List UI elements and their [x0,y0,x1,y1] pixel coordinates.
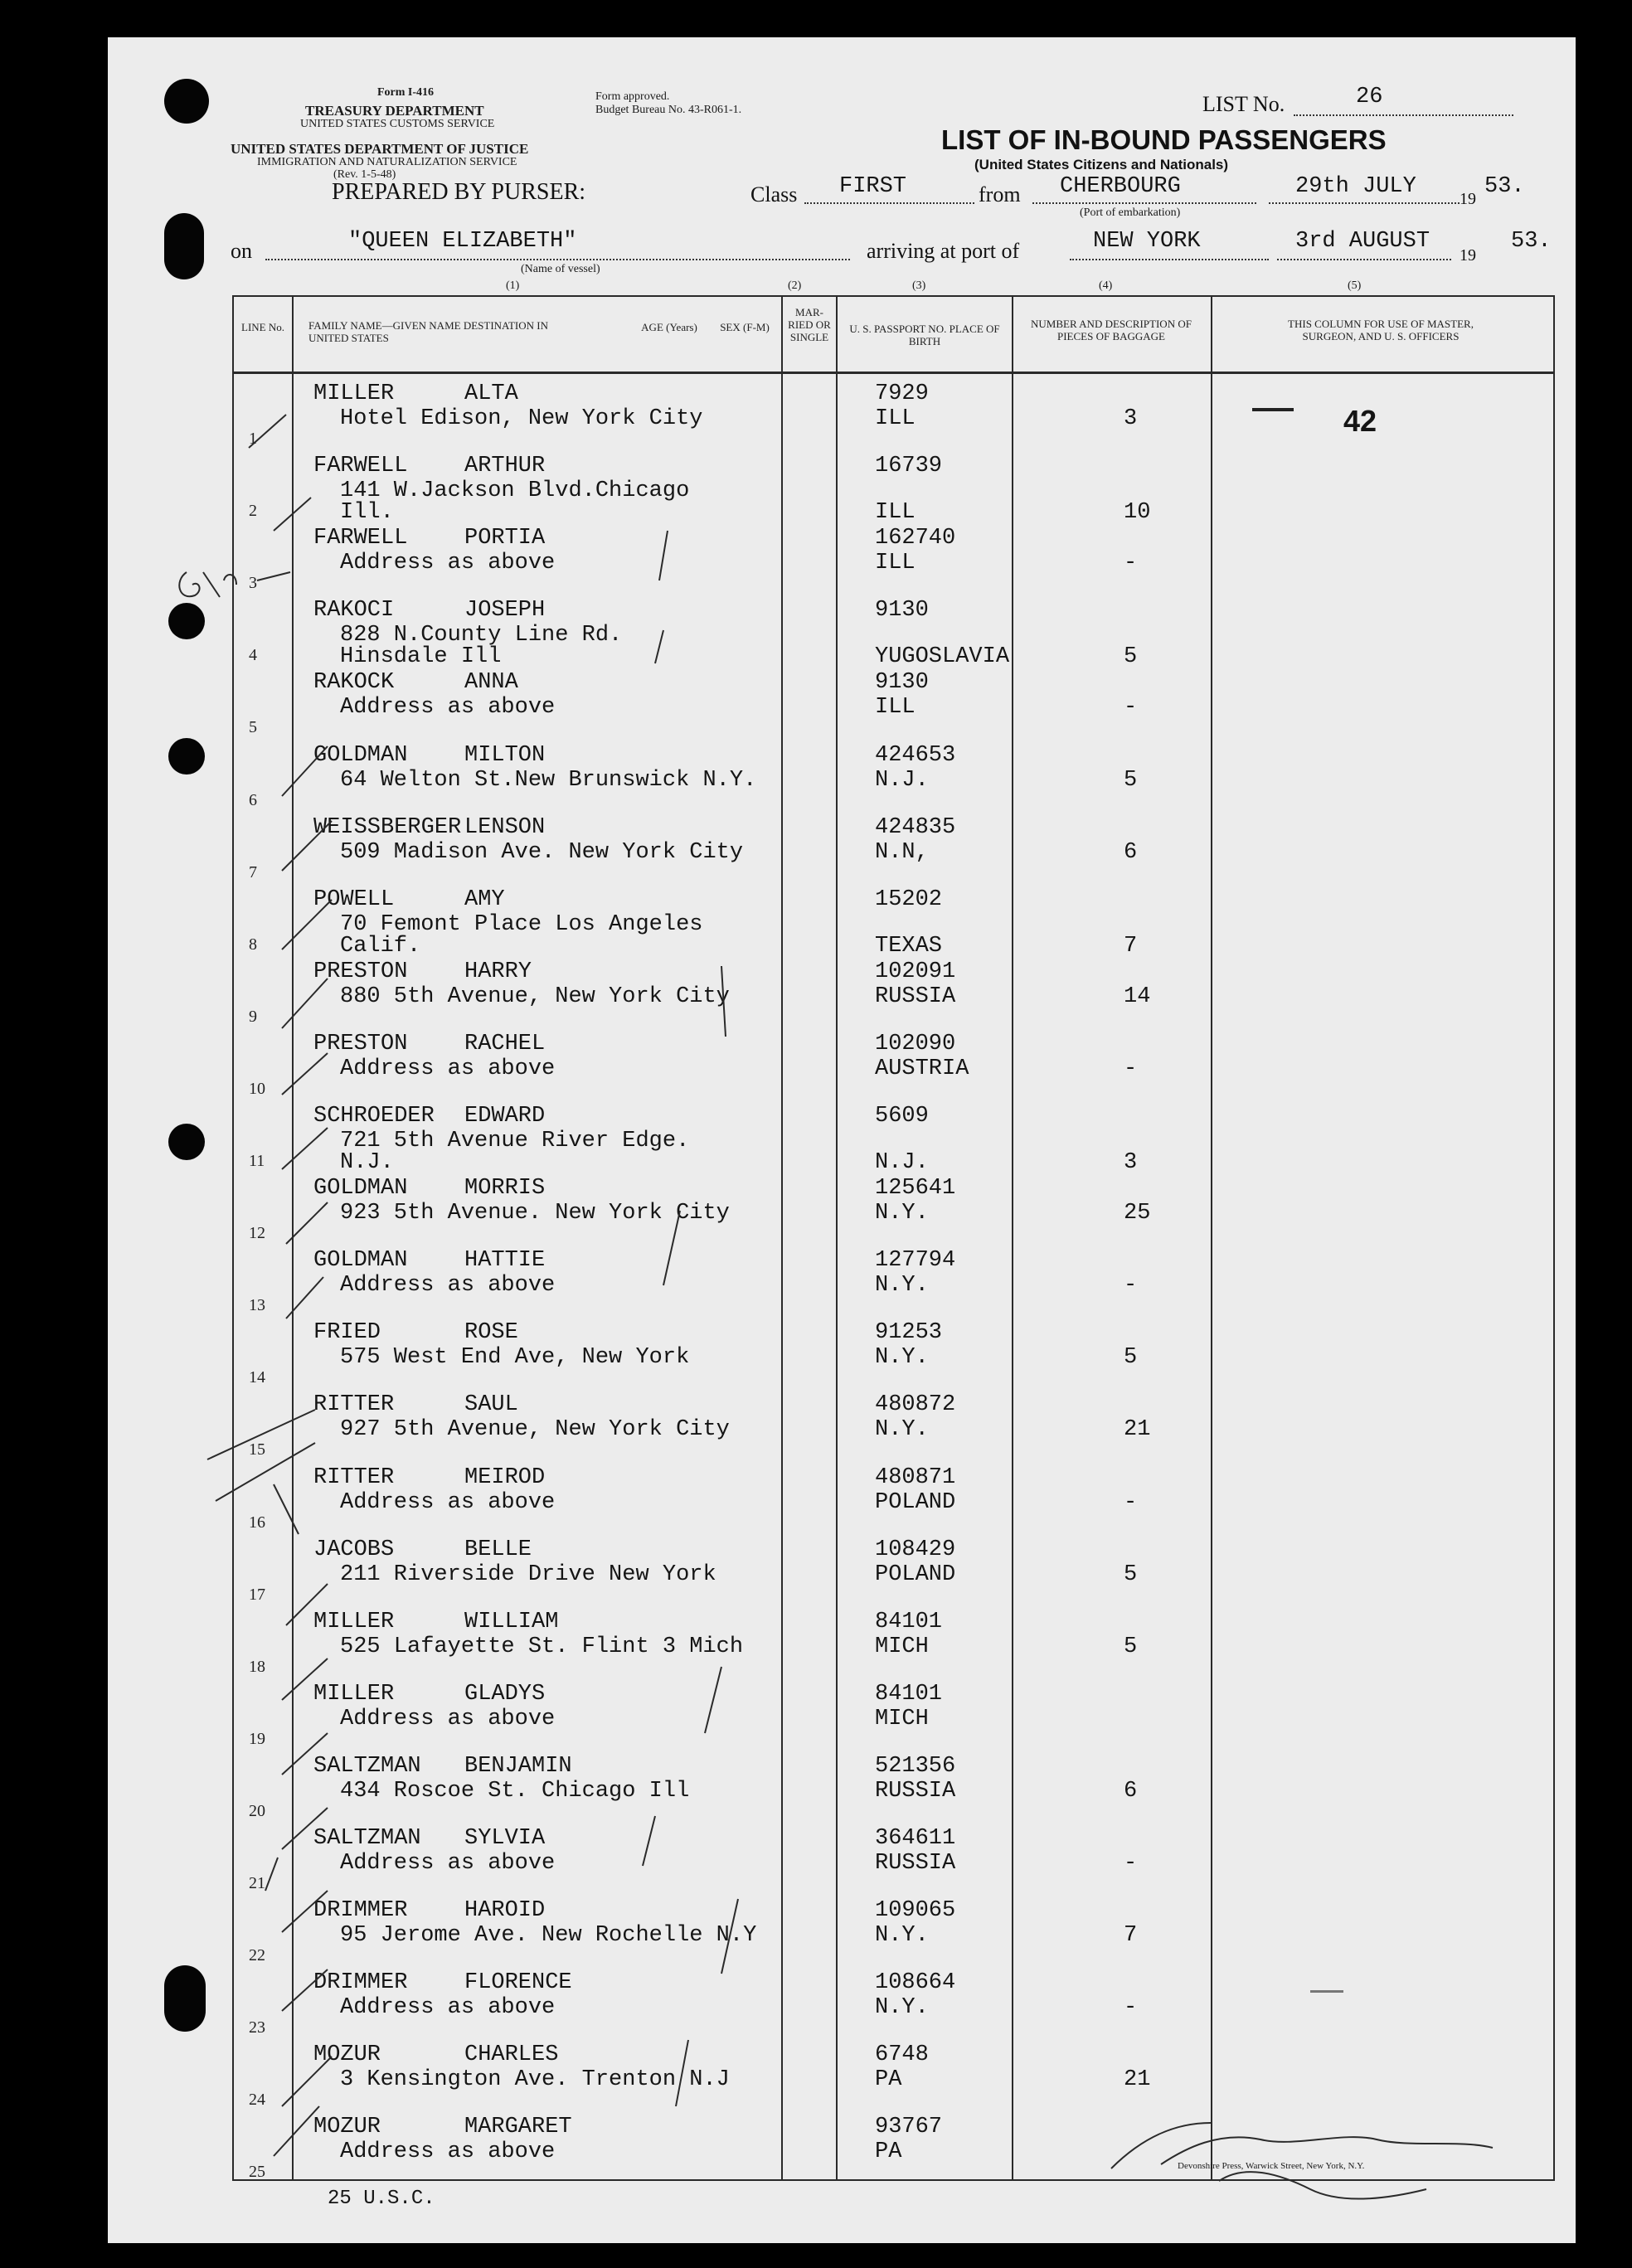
class-value: FIRST [839,174,907,199]
given-name: AMY [464,886,505,912]
baggage-count: 3 [1124,406,1138,431]
header-officers: THIS COLUMN FOR USE OF MASTER, SURGEON, AND U. S. OFFICERS [1288,318,1474,342]
family-name: MOZUR [313,2042,381,2068]
baggage-count: - [1124,551,1138,576]
place-of-birth: ILL [875,551,916,576]
arrival-port: NEW YORK [1093,229,1201,254]
baggage-count: 5 [1124,644,1138,670]
family-name: GOLDMAN [313,742,408,768]
embarkation-port: CHERBOURG [1060,174,1181,199]
printer-credit: Devonshire Press, Warwick Street, New York, N.Y. [1178,2161,1365,2171]
baggage-count: 6 [1124,839,1138,865]
line-number: 6 [249,790,257,809]
line-number: 8 [249,935,257,954]
passport-number: 424835 [875,814,956,840]
destination-address: Address as above [340,1851,556,1876]
line-number: 16 [249,1513,265,1532]
destination-address: Address as above [340,1273,556,1299]
place-of-birth: N.Y. [875,1201,929,1226]
list-no-label: LIST No. [1202,92,1285,116]
destination-address-line2: Calif. [340,933,421,959]
given-name: CHARLES [464,2042,559,2068]
place-of-birth: ILL [875,406,916,431]
departure-date: 29th JULY [1295,174,1416,199]
destination-address: Address as above [340,1995,556,2021]
family-name: SALTZMAN [313,1753,421,1779]
form-number: Form I-416 [377,86,435,99]
baggage-count: 25 [1124,1201,1151,1226]
line-number: 11 [249,1152,265,1170]
destination-address: 3 Kensington Ave. Trenton N.J [340,2067,730,2093]
destination-address: 70 Femont Place Los Angeles [340,911,703,937]
line-number: 15 [249,1440,265,1459]
given-name: BELLE [464,1537,532,1562]
place-of-birth: MICH [875,1634,929,1659]
line-number: 5 [249,718,257,737]
destination-address: 927 5th Avenue, New York City [340,1417,730,1443]
customs-label: UNITED STATES CUSTOMS SERVICE [300,118,495,130]
baggage-count: 3 [1124,1150,1138,1175]
family-name: MILLER [313,1609,395,1634]
header-sex: SEX (F-M) [720,321,770,333]
header-name: FAMILY NAME—GIVEN NAME DESTINATION IN UNITED STATES [308,319,549,344]
prepared-by-label: PREPARED BY PURSER: [332,179,586,205]
family-name: FARWELL [313,526,408,551]
destination-address: 509 Madison Ave. New York City [340,839,744,865]
line-number: 14 [249,1368,265,1387]
baggage-count: 5 [1124,1345,1138,1371]
passport-number: 125641 [875,1176,956,1202]
line-number: 20 [249,1801,265,1820]
passport-number: 162740 [875,526,956,551]
passport-number: 6748 [875,2042,929,2068]
baggage-count: 5 [1124,1561,1138,1587]
passport-number: 84101 [875,1681,943,1707]
destination-address: 721 5th Avenue River Edge. [340,1129,690,1153]
family-name: PRESTON [313,959,408,984]
place-of-birth: N.J. [875,767,929,793]
place-of-birth: N.Y. [875,1345,929,1371]
given-name: WILLIAM [464,1609,559,1634]
place-of-birth: RUSSIA [875,1778,956,1804]
baggage-count: - [1124,1056,1138,1081]
destination-address-line2: Ill. [340,500,394,526]
family-name: RITTER [313,1392,395,1418]
list-no-value: 26 [1356,85,1383,109]
arrival-year: 53. [1511,229,1552,254]
place-of-birth: ILL [875,500,916,526]
given-name: HATTIE [464,1248,546,1274]
destination-address: 828 N.County Line Rd. [340,623,623,648]
destination-address: Address as above [340,695,556,721]
baggage-count: 21 [1124,1417,1151,1443]
header-line-no: LINE No. [241,321,284,333]
header-married: MAR- RIED OR SINGLE [788,306,831,343]
place-of-birth: N.J. [875,1150,929,1175]
budget-bureau: Budget Bureau No. 43-R061-1. [595,104,742,116]
family-name: RITTER [313,1464,395,1490]
revision-label: (Rev. 1-5-48) [333,168,396,181]
given-name: PORTIA [464,526,546,551]
place-of-birth: RUSSIA [875,983,956,1009]
column-number: (1) [506,279,520,292]
family-name: DRIMMER [313,1970,408,1996]
column-number: (3) [912,279,926,292]
line-number: 12 [249,1224,265,1243]
given-name: ARTHUR [464,454,546,479]
destination-address: Address as above [340,551,556,576]
family-name: SALTZMAN [313,1826,421,1851]
destination-address: Address as above [340,1706,556,1731]
family-name: MOZUR [313,2115,381,2140]
from-label: from [979,182,1021,206]
family-name: RAKOCK [313,670,395,696]
line-number: 23 [249,2018,265,2037]
passport-number: 108664 [875,1970,956,1996]
line-number: 18 [249,1657,265,1676]
line-number: 24 [249,2091,265,2110]
family-name: POWELL [313,886,395,912]
destination-address: 211 Riverside Drive New York [340,1561,716,1587]
passport-number: 5609 [875,1104,929,1129]
baggage-count: - [1124,1273,1138,1299]
departure-year-prefix: 19 [1460,190,1476,208]
place-of-birth: N.Y. [875,1417,929,1443]
line-number: 19 [249,1729,265,1748]
passport-number: 424653 [875,742,956,768]
baggage-count: 5 [1124,767,1138,793]
passport-number: 7929 [875,381,929,406]
given-name: BENJAMIN [464,1753,572,1779]
destination-address: 64 Welton St.New Brunswick N.Y. [340,767,757,793]
on-label: on [231,239,252,263]
place-of-birth: MICH [875,1706,929,1731]
statute-reference: 25 U.S.C. [328,2188,435,2210]
passport-number: 15202 [875,886,943,912]
department-label: TREASURY DEPARTMENT [305,103,484,119]
passport-number: 9130 [875,598,929,624]
given-name: GLADYS [464,1681,546,1707]
baggage-count: - [1124,1489,1138,1515]
family-name: MILLER [313,1681,395,1707]
place-of-birth: RUSSIA [875,1851,956,1876]
arrival-year-prefix: 19 [1460,246,1476,265]
place-of-birth: YUGOSLAVIA [875,644,1010,670]
place-of-birth: POLAND [875,1561,956,1587]
column-number: (5) [1348,279,1362,292]
passport-number: 91253 [875,1320,943,1346]
line-number: 1 [249,430,257,448]
passport-number: 93767 [875,2115,943,2140]
given-name: SYLVIA [464,1826,546,1851]
family-name: GOLDMAN [313,1176,408,1202]
given-name: MORRIS [464,1176,546,1202]
destination-address: Hotel Edison, New York City [340,406,703,431]
place-of-birth: PA [875,2139,902,2165]
family-name: DRIMMER [313,1898,408,1924]
line-number: 9 [249,1007,257,1026]
line-number: 25 [249,2163,265,2182]
destination-address: 923 5th Avenue. New York City [340,1201,730,1226]
baggage-count: - [1124,1851,1138,1876]
family-name: SCHROEDER [313,1104,435,1129]
column-number: (2) [788,279,802,292]
baggage-count: 7 [1124,1923,1138,1949]
destination-address: 525 Lafayette St. Flint 3 Mich [340,1634,744,1659]
header-passport: U. S. PASSPORT NO. PLACE OF BIRTH [849,323,1000,347]
passport-number: 102091 [875,959,956,984]
passport-number: 84101 [875,1609,943,1634]
destination-address-line2: Hinsdale Ill [340,644,502,670]
given-name: JOSEPH [464,598,546,624]
destination-address: 141 W.Jackson Blvd.Chicago [340,478,690,504]
passport-number: 102090 [875,1031,956,1056]
place-of-birth: N.Y. [875,1995,929,2021]
destination-address: Address as above [340,2139,556,2165]
line-number: 2 [249,502,257,521]
justice-label: UNITED STATES DEPARTMENT OF JUSTICE [231,141,529,157]
line-number: 22 [249,1946,265,1965]
line-number: 21 [249,1874,265,1892]
passport-number: 480872 [875,1392,956,1418]
family-name: FRIED [313,1320,381,1346]
passport-number: 109065 [875,1898,956,1924]
vessel-name: "QUEEN ELIZABETH" [348,229,577,254]
family-name: PRESTON [313,1031,408,1056]
line-number: 7 [249,862,257,881]
page-subtitle: (United States Citizens and Nationals) [974,157,1229,172]
baggage-count: 6 [1124,1778,1138,1804]
header-age: AGE (Years) [641,321,697,333]
place-of-birth: ILL [875,695,916,721]
ins-label: IMMIGRATION AND NATURALIZATION SERVICE [257,156,517,168]
vessel-note: (Name of vessel) [521,263,600,275]
destination-address: Address as above [340,1056,556,1081]
family-name: MILLER [313,381,395,406]
passport-number: 108429 [875,1537,956,1562]
given-name: LENSON [464,814,546,840]
given-name: ALTA [464,381,518,406]
passport-number: 9130 [875,670,929,696]
form-approved: Form approved. [595,90,670,103]
line-number: 10 [249,1079,265,1098]
class-label: Class [750,182,798,206]
given-name: FLORENCE [464,1970,572,1996]
given-name: MEIROD [464,1464,546,1490]
given-name: MARGARET [464,2115,572,2140]
baggage-count: - [1124,1995,1138,2021]
place-of-birth: PA [875,2067,902,2093]
place-of-birth: AUSTRIA [875,1056,969,1081]
header-baggage: NUMBER AND DESCRIPTION OF PIECES OF BAGGAGE [1031,318,1192,342]
place-of-birth: N.N, [875,839,929,865]
column-number: (4) [1099,279,1113,292]
family-name: FARWELL [313,454,408,479]
passport-number: 480871 [875,1464,956,1490]
given-name: HARRY [464,959,532,984]
passport-number: 16739 [875,454,943,479]
family-name: RAKOCI [313,598,395,624]
line-number: 17 [249,1585,265,1604]
given-name: RACHEL [464,1031,546,1056]
passport-number: 127794 [875,1248,956,1274]
given-name: SAUL [464,1392,518,1418]
family-name: GOLDMAN [313,1248,408,1274]
given-name: MILTON [464,742,546,768]
destination-address: 575 West End Ave, New York [340,1345,690,1371]
destination-address: 95 Jerome Ave. New Rochelle N.Y [340,1923,757,1949]
destination-address-line2: N.J. [340,1150,394,1175]
given-name: EDWARD [464,1104,546,1129]
baggage-count: 14 [1124,983,1151,1009]
officer-note: 42 [1343,404,1377,438]
destination-address: 434 Roscoe St. Chicago Ill [340,1778,690,1804]
destination-address: Address as above [340,1489,556,1515]
given-name: HAROID [464,1898,546,1924]
given-name: ANNA [464,670,518,696]
line-number: 4 [249,646,257,665]
baggage-count: - [1124,695,1138,721]
passport-number: 364611 [875,1826,956,1851]
line-number: 13 [249,1296,265,1315]
family-name: WEISSBERGER [313,814,462,840]
passport-number: 521356 [875,1753,956,1779]
baggage-count: 5 [1124,1634,1138,1659]
place-of-birth: N.Y. [875,1273,929,1299]
baggage-count: 10 [1124,500,1151,526]
arrival-date: 3rd AUGUST [1295,229,1430,254]
family-name: JACOBS [313,1537,395,1562]
baggage-count: 7 [1124,933,1138,959]
place-of-birth: N.Y. [875,1923,929,1949]
line-number: 3 [249,574,257,593]
given-name: ROSE [464,1320,518,1346]
arriving-label: arriving at port of [867,239,1020,263]
departure-year: 53. [1484,174,1525,199]
embarkation-note: (Port of embarkation) [1080,206,1181,219]
place-of-birth: TEXAS [875,933,943,959]
page-title: LIST OF IN-BOUND PASSENGERS [941,124,1387,155]
baggage-count: 21 [1124,2067,1151,2093]
destination-address: 880 5th Avenue, New York City [340,983,730,1009]
place-of-birth: POLAND [875,1489,956,1515]
